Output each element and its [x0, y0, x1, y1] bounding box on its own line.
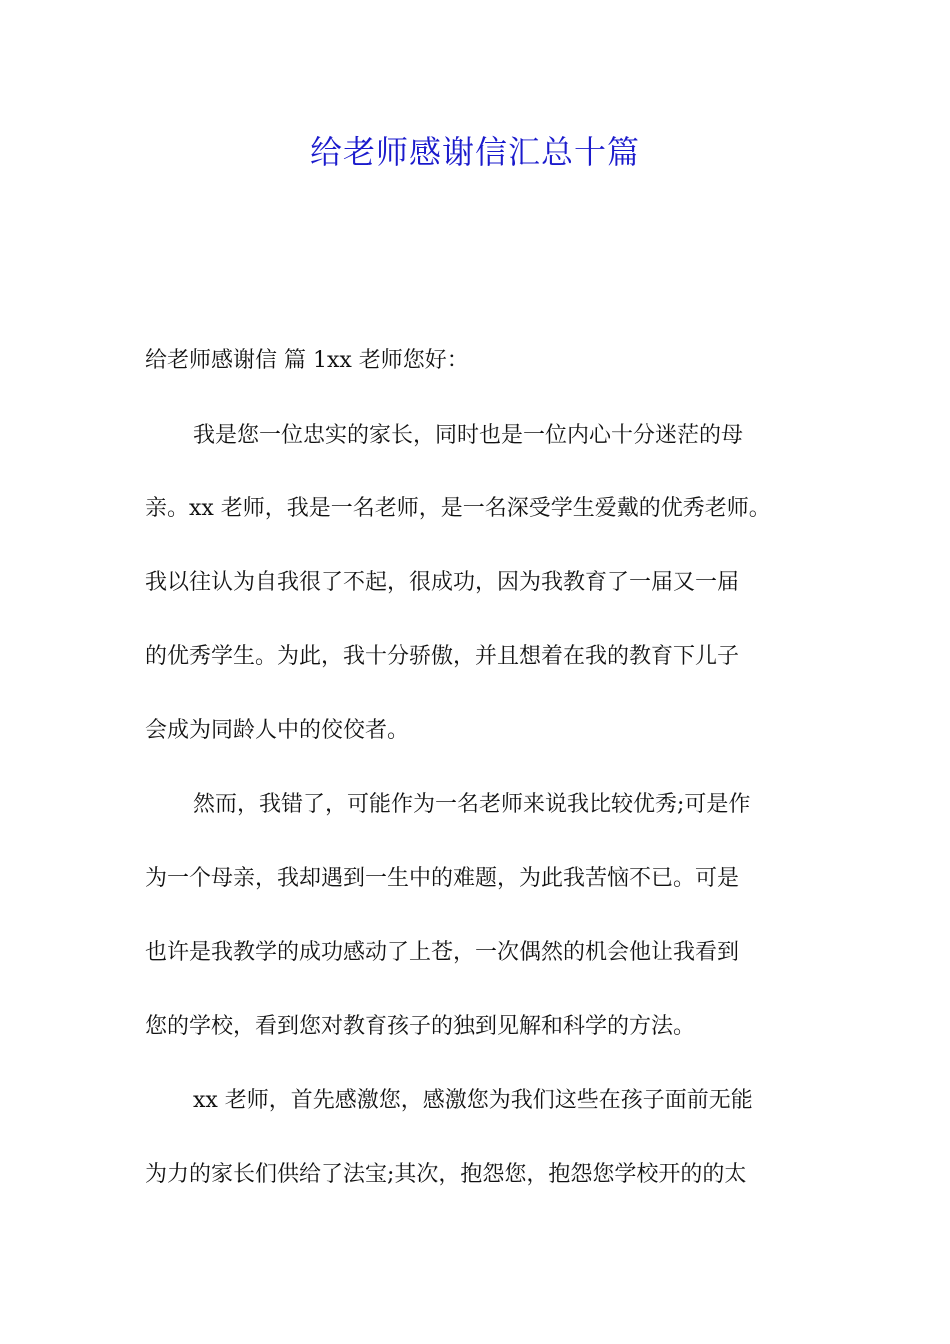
text-line: 我是您一位忠实的家长，同时也是一位内心十分迷茫的母 — [193, 423, 744, 448]
text-line: 为力的家长们供给了法宝;其次，抱怨您，抱怨您学校开的的太 — [145, 1162, 747, 1187]
text-line: 亲。xx 老师，我是一名老师，是一名深受学生爱戴的优秀老师。 — [145, 496, 771, 521]
text-line: 为一个母亲，我却遇到一生中的难题，为此我苦恼不已。可是 — [145, 866, 740, 891]
text-line: 给老师感谢信 篇 1xx 老师您好： — [145, 348, 469, 373]
text-line: xx 老师，首先感激您，感激您为我们这些在孩子面前无能 — [193, 1088, 753, 1113]
text-line: 会成为同龄人中的佼佼者。 — [145, 718, 410, 743]
text-line: 我以往认为自我很了不起，很成功，因为我教育了一届又一届 — [145, 570, 740, 595]
text-line: 您的学校，看到您对教育孩子的独到见解和科学的方法。 — [145, 1014, 696, 1039]
text-line: 的优秀学生。为此，我十分骄傲，并且想着在我的教育下儿子 — [145, 644, 740, 669]
document-title: 给老师感谢信汇总十篇 — [309, 133, 640, 171]
text-line: 然而，我错了，可能作为一名老师来说我比较优秀;可是作 — [193, 792, 751, 817]
text-line: 也许是我教学的成功感动了上苍，一次偶然的机会他让我看到 — [145, 940, 740, 965]
